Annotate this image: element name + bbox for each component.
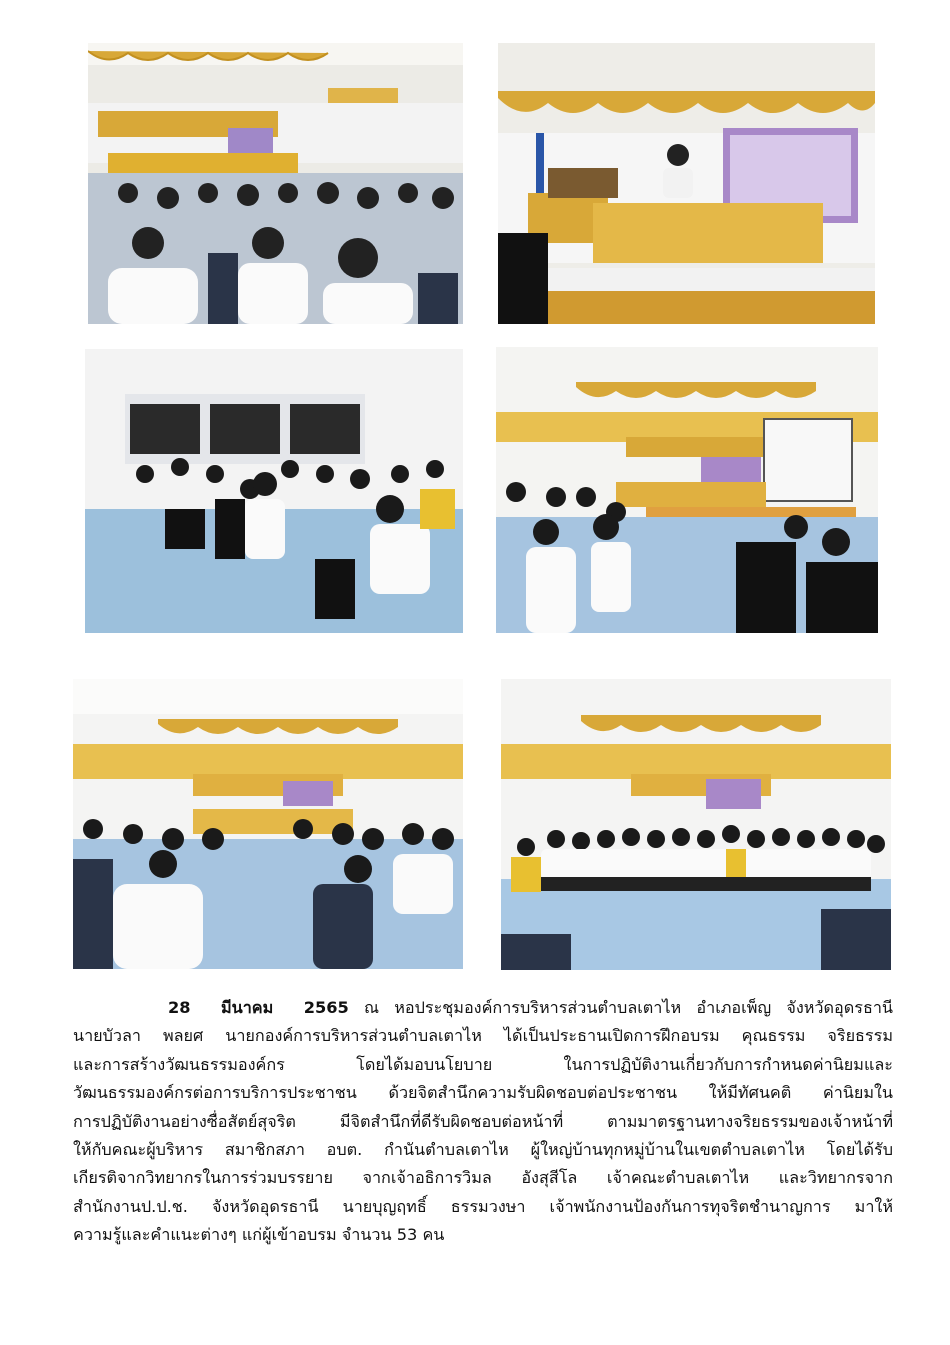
- caption-line-7: เกียรติจากวิทยากรในการร่วมบรรยาย จากเจ้าอธิการวิมล อังสุสีโล เจ้าคณะตำบลเตาไห และวิทยากรจาก: [73, 1168, 893, 1188]
- caption-date-year: 2565: [303, 998, 349, 1017]
- caption-line-5: การปฏิบัติงานอย่างซื่อสัตย์สุจริต มีจิตสำนึกที่ดีรับผิดชอบต่อหน้าที่ ตามมาตรฐานทางจริยธรรมของเจ้าหน้าที่: [73, 1111, 893, 1131]
- caption-line-3: และการสร้างวัฒนธรรมองค์กร โดยได้มอบนโยบาย ในการปฏิบัติงานเกี่ยวกับการกำหนดค่านิยมและ: [73, 1054, 893, 1074]
- caption-line-6: ให้กับคณะผู้บริหาร สมาชิกสภา อบต. กำนันตำบลเตาไห ผู้ใหญ่บ้านทุกหมู่บ้านในเขตตำบลเตาไห โดยได้รับ: [73, 1140, 893, 1160]
- photo-group: [501, 679, 891, 970]
- photo-audience-front-2: [73, 679, 463, 969]
- photo-chairman-table: [498, 43, 875, 324]
- caption-date-month: มีนาคม: [220, 998, 274, 1017]
- caption-line-2: นายบัวลา พลยศ นายกองค์การบริหารส่วนตำบลเตาไห ได้เป็นประธานเปิดการฝึกอบรม คุณธรรม จริยธรรม: [73, 1026, 893, 1046]
- caption-line-8: สำนักงานป.ป.ช. จังหวัดอุดรธานี นายบุญฤทธิ์ ธรรมวงษา เจ้าพนักงานป้องกันการทุจริตชำนาญการ มาให้: [73, 1196, 893, 1216]
- caption-paragraph: [73, 994, 893, 1250]
- caption-line-9: ความรู้และคำแนะต่างๆ แก่ผู้เข้าอบรม จำนวน 53 คน: [73, 1225, 445, 1245]
- caption-venue: ณ หอประชุมองค์การบริหารส่วนตำบลเตาไห อำเภอเพ็ญ จังหวัดอุดรธานี: [364, 998, 893, 1017]
- photo-hall-projector: [496, 347, 878, 633]
- caption-date-day: 28: [168, 998, 191, 1017]
- caption-line-4: วัฒนธรรมองค์กรต่อการบริการประชาชน ด้วยจิตสำนึกความรับผิดชอบต่อประชาชน ให้มีทัศนคติ ค่านิยมใน: [73, 1083, 893, 1103]
- caption-line-1: [73, 994, 893, 1022]
- photo-audience-front-1: [88, 43, 463, 324]
- photo-attendees-side: [85, 349, 463, 633]
